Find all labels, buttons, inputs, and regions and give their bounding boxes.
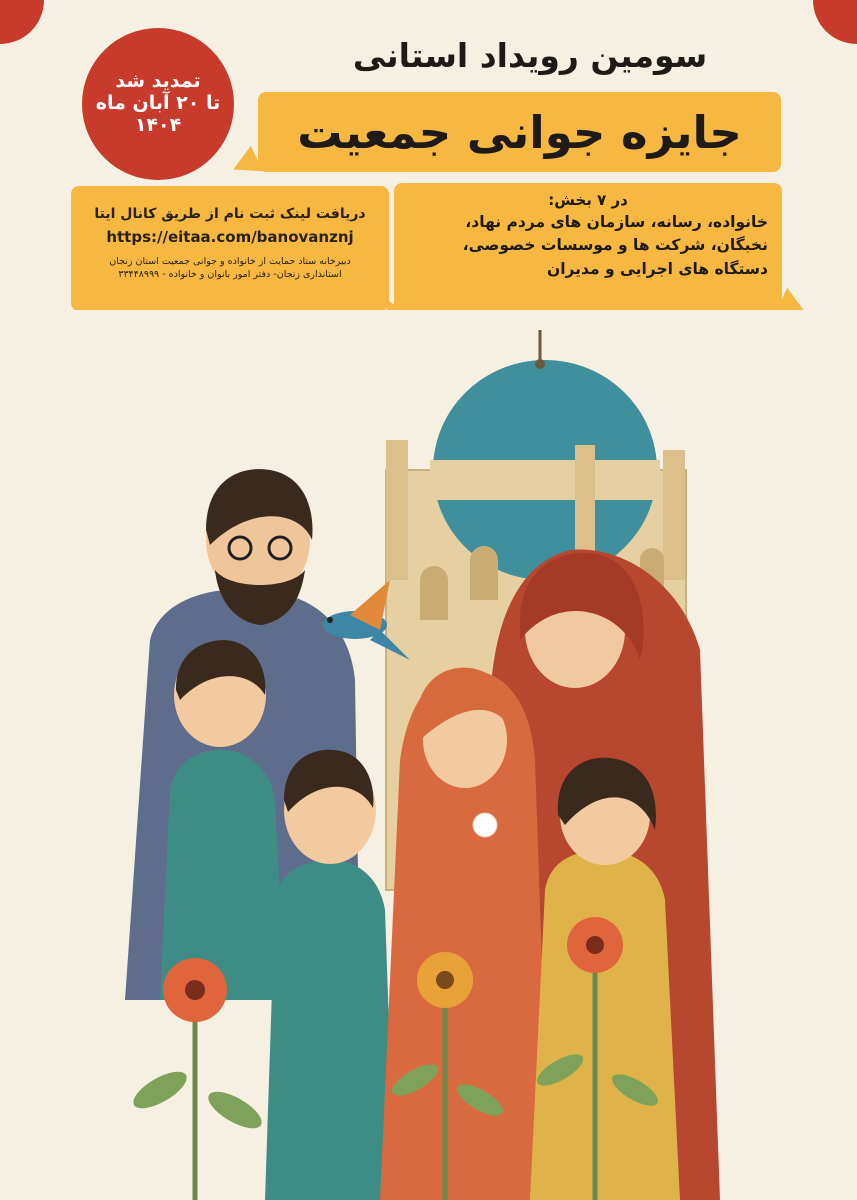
title-box bbox=[258, 92, 781, 172]
badge-line-1: تمدید شد bbox=[115, 70, 201, 93]
badge-line-2: تا ۲۰ آبان ماه bbox=[95, 92, 221, 115]
sections-line-2: نخبگان، شرکت ها و موسسات خصوصی، bbox=[462, 236, 768, 255]
registration-link[interactable]: https://eitaa.com/banovanznj bbox=[106, 228, 354, 246]
corner-decoration-top-right bbox=[813, 0, 857, 44]
registration-box bbox=[71, 186, 389, 311]
sections-heading: در ۷ بخش: bbox=[548, 191, 628, 209]
sections-line-1: خانواده، رسانه، سازمان های مردم نهاد، bbox=[465, 213, 768, 231]
girl-figure-1 bbox=[380, 668, 550, 1200]
deadline-badge bbox=[82, 28, 234, 180]
registration-text: دریافت لینک ثبت نام از طریق کانال ایتا bbox=[94, 206, 366, 222]
boy-figure-2 bbox=[265, 750, 395, 1200]
event-subtitle: سومین رویداد استانی bbox=[352, 36, 708, 75]
sections-line-3: دستگاه های اجرایی و مدیران bbox=[547, 259, 768, 278]
organizer-line-2: استانداری زنجان- دفتر امور بانوان و خانواده - ۳۳۴۴۸۹۹۹ bbox=[118, 268, 342, 280]
corner-decoration-top-left bbox=[0, 0, 44, 44]
family-illustration bbox=[0, 310, 857, 1200]
sections-box bbox=[394, 183, 782, 313]
event-title: جایزه جوانی جمعیت bbox=[297, 105, 742, 159]
organizer-line-1: دبیرخانه ستاد حمایت از خانواده و جوانی جمعیت استان زنجان bbox=[109, 256, 351, 267]
badge-line-3: ۱۴۰۴ bbox=[134, 113, 182, 136]
